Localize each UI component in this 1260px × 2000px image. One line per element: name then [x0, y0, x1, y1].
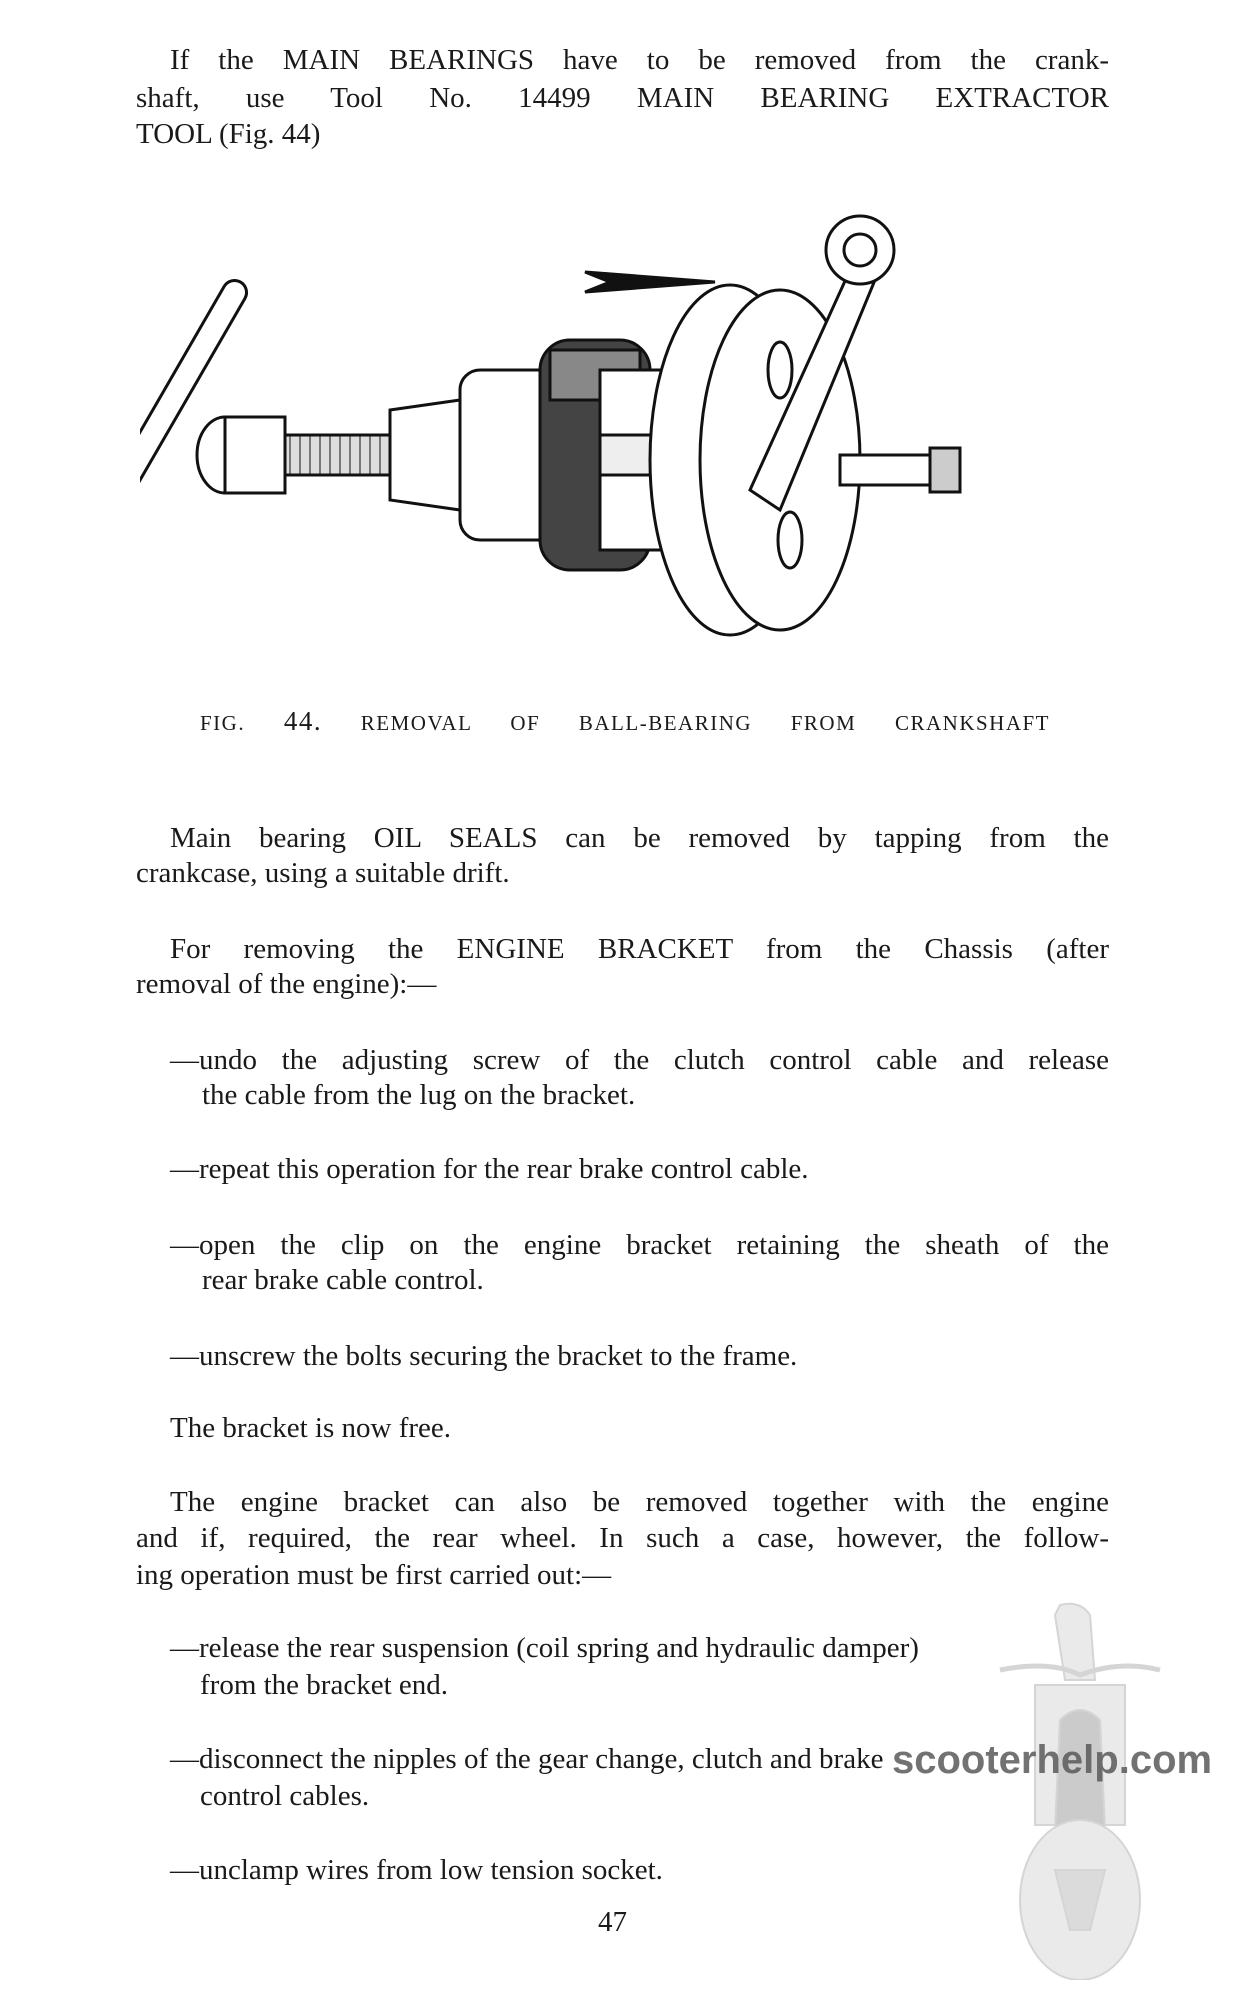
watermark-text: scooterhelp.com — [892, 1738, 1213, 1782]
caption-number: 44. — [283, 706, 323, 736]
list-item: —unscrew the bolts securing the bracket to the frame. — [170, 1340, 798, 1372]
figure-caption — [200, 706, 1050, 737]
caption-prefix: FIG. — [200, 711, 246, 735]
text-line: the cable from the lug on the bracket. — [202, 1079, 636, 1111]
arrow-icon — [585, 272, 715, 292]
text-line: and if, required, the rear wheel. In such a case, however, the follow- — [136, 1522, 1109, 1554]
list-item: —unclamp wires from low tension socket. — [170, 1854, 663, 1886]
text-line: shaft, use Tool No. 14499 MAIN BEARING EXTRACTOR — [136, 82, 1109, 114]
text-line: ing operation must be first carried out:— — [136, 1559, 612, 1591]
text-line: removal of the engine):— — [136, 968, 437, 1000]
text-line: If the MAIN BEARINGS have to be removed from the crank- — [170, 44, 1109, 76]
text-line: crankcase, using a suitable drift. — [136, 857, 510, 889]
text-line: The bracket is now free. — [170, 1412, 452, 1444]
page-number: 47 — [598, 1906, 627, 1938]
list-item: —disconnect the nipples of the gear change, clutch and brake — [170, 1743, 884, 1775]
text-line: rear brake cable control. — [202, 1264, 484, 1296]
text-line: For removing the ENGINE BRACKET from the Chassis (after — [170, 933, 1109, 965]
list-item: —repeat this operation for the rear brake control cable. — [170, 1153, 809, 1185]
text-line: TOOL (Fig. 44) — [136, 118, 321, 150]
crankshaft-end — [840, 455, 930, 485]
list-item: —release the rear suspension (coil spring and hydraulic damper) — [170, 1632, 919, 1664]
scooter-watermark-icon — [990, 1600, 1170, 1980]
list-item: —undo the adjusting screw of the clutch control cable and release — [170, 1044, 1109, 1076]
list-item: —open the clip on the engine bracket retaining the sheath of the — [170, 1229, 1109, 1261]
text-line: from the bracket end. — [200, 1669, 449, 1701]
text-line: The engine bracket can also be removed together with the engine — [170, 1486, 1109, 1518]
caption-text: REMOVAL OF BALL-BEARING FROM CRANKSHAFT — [360, 711, 1051, 735]
text-line: Main bearing OIL SEALS can be removed by tapping from the — [170, 822, 1109, 854]
text-line: control cables. — [200, 1780, 370, 1812]
bearing-extractor-illustration — [140, 210, 1100, 650]
